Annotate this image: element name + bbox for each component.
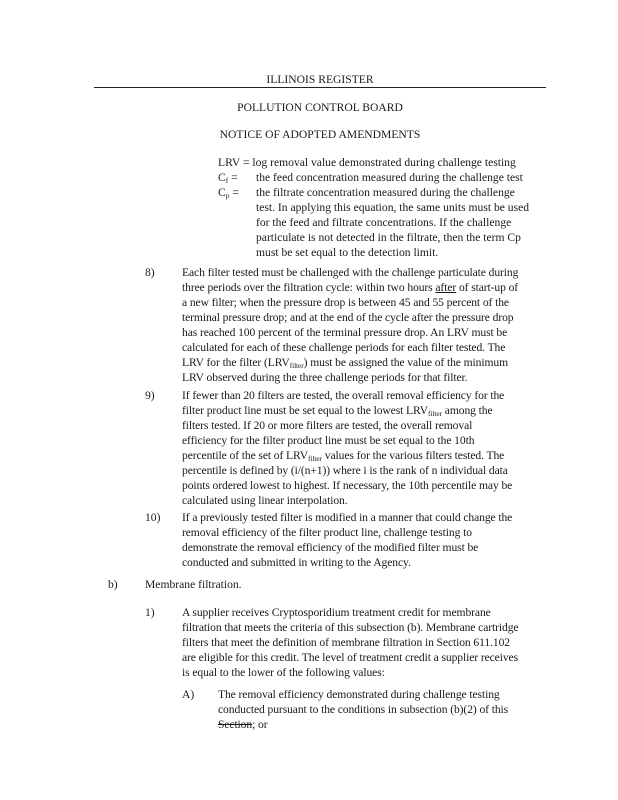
item-9-line-8: calculated using linear interpolation. [182,494,348,507]
item-A-struck-section: Section [218,718,253,731]
item-9-line-5a: percentile of the set of LRV [182,449,309,462]
cf-subscript: f [225,176,229,185]
item-A-line-1: The removal efficiency demonstrated during challenge testing [218,688,500,701]
item-8-line-2 [182,280,518,295]
cf-equals: = [228,171,238,184]
def-cf-term [218,170,238,185]
item-8-line-7a: LRV for the filter (LRV [182,356,290,369]
item-9-line-3: filters tested. If 20 or more filters are tested, the overall removal [182,419,473,432]
item-1-line-2: filtration that meets the criteria of this subsection (b). Membrane cartridge [182,621,519,634]
item-9-line-2a: filter product line must be set equal to the lowest LRV [182,404,429,417]
cp-equals: = [229,186,239,199]
item-9-lrv-subscript-2: filter [308,454,322,463]
item-10-number: 10) [145,511,161,524]
item-A-number: A) [182,688,195,701]
item-9-line-6: percentile is defined by (i/(n+1)) where i is the rank of n individual data [182,464,508,477]
item-8-line-7b: ) must be assigned the value of the minimum [303,356,509,369]
cp-subscript: p [225,191,230,200]
item-9-lrv-subscript-1: filter [428,409,442,418]
item-1-line-4: are eligible for this credit. The level of treatment credit a supplier receives [182,651,519,664]
item-8-line-7 [182,355,508,370]
item-10-line-3: demonstrate the removal efficiency of the modified filter must be [182,541,479,554]
item-8-line-5: has reached 100 percent of the terminal pressure drop. An LRV must be [182,326,508,339]
item-1-line-1: A supplier receives Cryptosporidium treatment credit for membrane [182,606,491,619]
item-8-line-2c: of start-up of [456,281,519,294]
item-10-line-2: removal efficiency of the filter product line, challenge testing to [182,526,472,539]
register-title: ILLINOIS REGISTER [266,73,374,86]
item-8-line-8: LRV observed during the three challenge periods for that filter. [182,371,468,384]
def-cf-text: the feed concentration measured during the challenge test [256,171,523,184]
item-9-line-7: points ordered lowest to highest. If necessary, the 10th percentile may be [182,479,513,492]
item-10-line-1: If a previously tested filter is modified in a manner that could change the [182,511,513,524]
def-cp-line-5: must be set equal to the detection limit. [256,246,439,259]
item-1-line-5: is equal to the lower of the following values: [182,666,385,679]
item-A-line-2: conducted pursuant to the conditions in subsection (b)(2) of this [218,703,509,716]
item-9-line-4: efficiency for the filter product line must be set equal to the 10th [182,434,475,447]
def-cp-line-4: particulate is not detected in the filtrate, then the term Cp [256,231,521,244]
def-cp-line-1: the filtrate concentration measured during the challenge [256,186,515,199]
item-b-label: Membrane filtration. [145,578,242,591]
def-cp-line-3: for the feed and filtrate concentrations. If the challenge [256,216,512,229]
def-cp-term [218,185,239,200]
cp-letter: C [218,186,226,199]
item-9-line-2b: among the [442,404,493,417]
item-b-number: b) [108,578,118,591]
item-9-line-5 [182,448,504,463]
item-9-number: 9) [145,389,155,402]
item-9-line-1: If fewer than 20 filters are tested, the overall removal efficiency for the [182,389,505,402]
item-1-line-3: filters that meet the definition of membrane filtration in Section 611.102 [182,636,510,649]
item-8-number: 8) [145,266,155,279]
item-1-number: 1) [145,606,155,619]
item-8-line-2a: three periods over the filtration cycle: within two hours [182,281,436,294]
item-9-line-2 [182,403,493,418]
item-8-line-4: terminal pressure drop; and at the end of the cycle after the pressure drop [182,311,514,324]
notice-title: NOTICE OF ADOPTED AMENDMENTS [219,128,421,141]
board-title: POLLUTION CONTROL BOARD [237,101,403,114]
item-9-line-5b: values for the various filters tested. The [322,449,505,462]
def-lrv-term: LRV [218,156,241,169]
item-8-line-1: Each filter tested must be challenged with the challenge particulate during [182,266,519,279]
item-A-line-3 [218,717,267,732]
item-8-line-3: a new filter; when the pressure drop is between 45 and 55 percent of the [182,296,509,309]
def-lrv [218,155,516,170]
item-8-inserted-after: after [435,281,457,294]
def-cp-line-2: test. In applying this equation, the same units must be used [256,201,530,214]
header-rule [94,87,546,88]
def-lrv-text: = log removal value demonstrated during challenge testing [242,156,516,169]
item-10-line-4: conducted and submitted in writing to the Agency. [182,556,411,569]
item-A-line-3b: ; or [252,718,268,731]
item-8-line-6: calculated for each of these challenge periods for each filter tested. The [182,341,506,354]
item-8-lrv-subscript: filter [289,361,304,370]
cf-letter: C [218,171,226,184]
